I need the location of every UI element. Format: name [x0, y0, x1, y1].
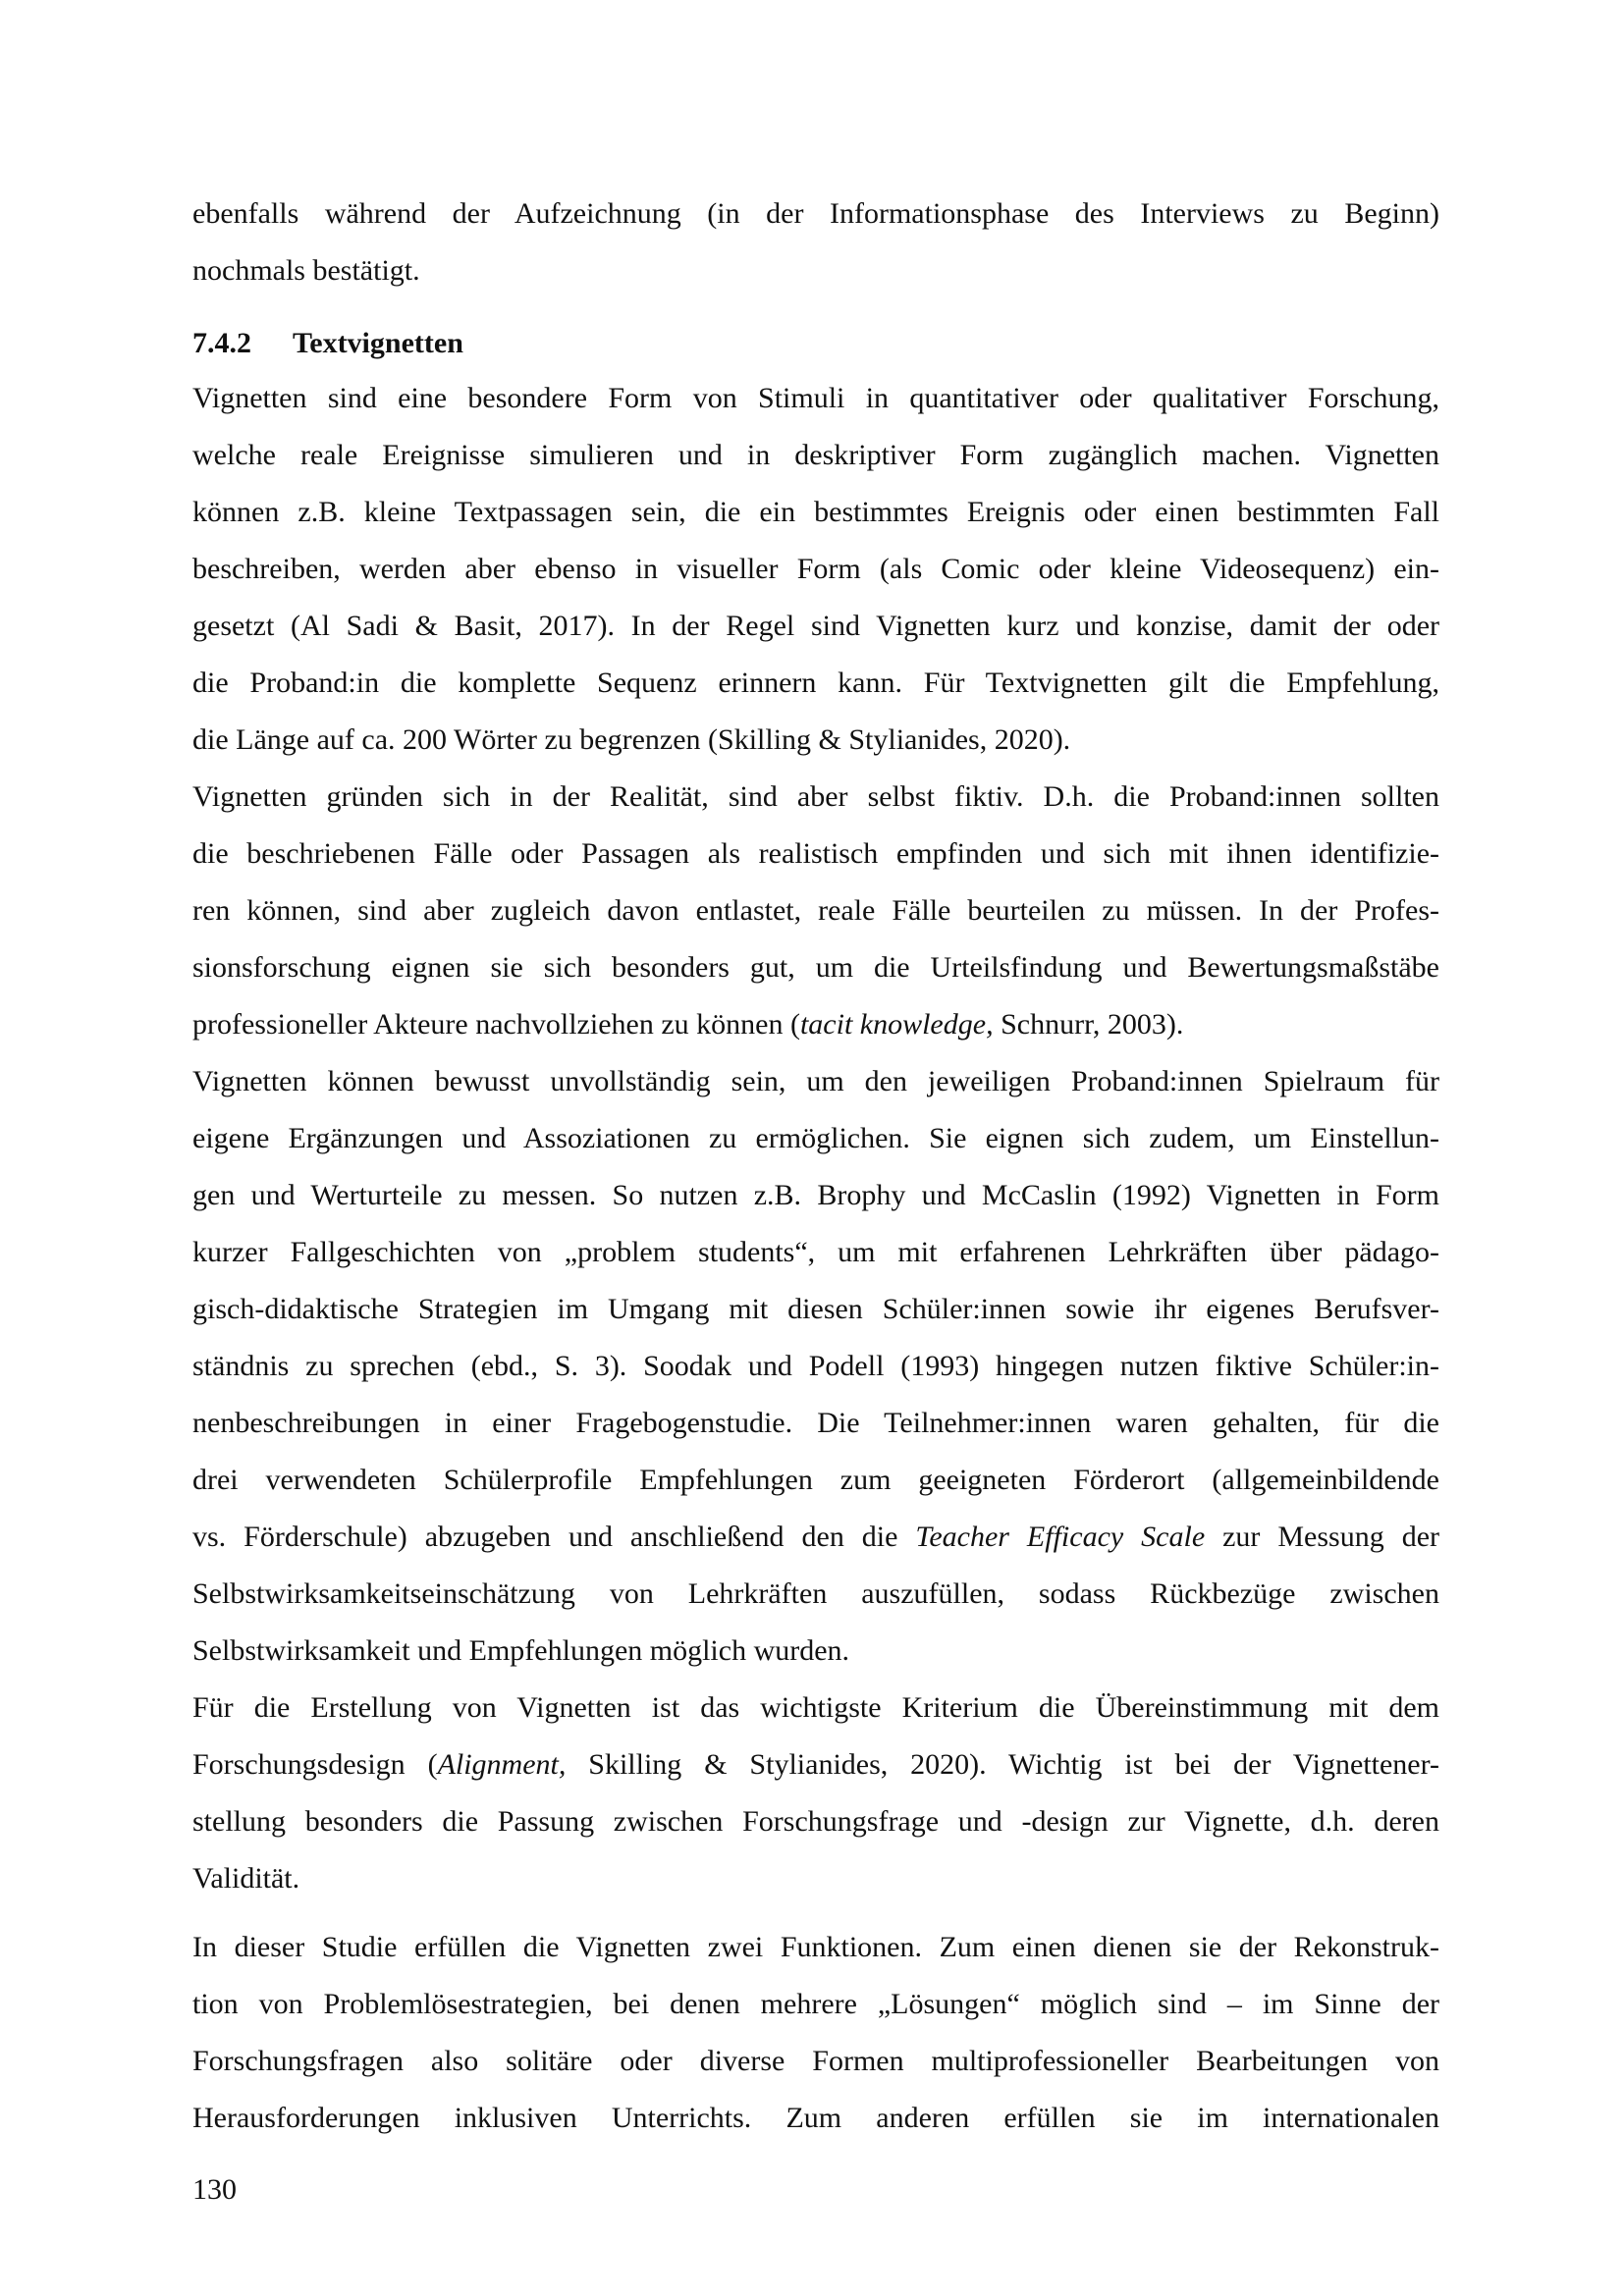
text-run: Skilling & Stylianides, 2020). Wichtig ist bei der Vignettener- [566, 1748, 1440, 1781]
text-line: nenbeschreibungen in einer Fragebogenstudie. Die Teilnehmer:innen waren gehalten, für die [192, 1407, 1439, 1439]
text-line [192, 1518, 1439, 1557]
section-number: 7.4.2 [192, 327, 251, 359]
text-run: vs. Förderschule) abzugeben und anschließend den die [192, 1521, 916, 1553]
text-line: eigene Ergänzungen und Assoziationen zu ermöglichen. Sie eignen sich zudem, um Einstellun- [192, 1122, 1439, 1154]
text-line: sionsforschung eignen sie sich besonders gut, um die Urteilsfindung und Bewertungsmaßstäbe [192, 951, 1439, 984]
text-line: Validität. [192, 1862, 300, 1895]
text-line: In dieser Studie erfüllen die Vignetten zwei Funktionen. Zum einen dienen sie der Rekonstruk- [192, 1931, 1439, 1963]
text-line: gisch-didaktische Strategien im Umgang mit diesen Schüler:innen sowie ihr eigenes Berufsver- [192, 1293, 1439, 1325]
text-line: Selbstwirksamkeit und Empfehlungen möglich wurden. [192, 1634, 850, 1667]
text-line: tion von Problemlösestrategien, bei denen mehrere „Lösungen“ möglich sind – im Sinne der [192, 1988, 1439, 2020]
text-line: nochmals bestätigt. [192, 254, 420, 287]
text-line: die beschriebenen Fälle oder Passagen als realistisch empfinden und sich mit ihnen identifizie- [192, 837, 1439, 870]
text-line: gesetzt (Al Sadi & Basit, 2017). In der Regel sind Vignetten kurz und konzise, damit der oder [192, 610, 1439, 642]
text-run: Schnurr, 2003). [993, 1008, 1184, 1041]
section-title: Textvignetten [293, 327, 463, 359]
text-line: ebenfalls während der Aufzeichnung (in der Informationsphase des Interviews zu Beginn) [192, 197, 1439, 230]
text-line: Vignetten gründen sich in der Realität, sind aber selbst fiktiv. D.h. die Proband:innen sollten [192, 780, 1439, 813]
text-run: zur Messung der [1205, 1521, 1439, 1553]
text-line: gen und Werturteile zu messen. So nutzen z.B. Brophy und McCaslin (1992) Vignetten in Form [192, 1179, 1439, 1211]
text-line: Forschungsfragen also solitäre oder diverse Formen multiprofessioneller Bearbeitungen von [192, 2045, 1439, 2077]
text-run: professioneller Akteure nachvollziehen zu können ( [192, 1008, 800, 1041]
text-line: die Länge auf ca. 200 Wörter zu begrenzen (Skilling & Stylianides, 2020). [192, 723, 1071, 756]
text-line: Herausforderungen inklusiven Unterrichts. Zum anderen erfüllen sie im internationalen [192, 2102, 1439, 2134]
text-line [192, 1745, 1439, 1785]
text-line: Vignetten sind eine besondere Form von Stimuli in quantitativer oder qualitativer Forschung, [192, 382, 1439, 414]
page-number: 130 [192, 2173, 237, 2206]
section-heading [192, 324, 1439, 363]
text-run: Forschungsdesign ( [192, 1748, 438, 1781]
text-line: drei verwendeten Schülerprofile Empfehlungen zum geeigneten Förderort (allgemeinbildende [192, 1464, 1439, 1496]
text-line: ren können, sind aber zugleich davon entlastet, reale Fälle beurteilen zu müssen. In der Profes- [192, 894, 1439, 927]
text-line: Für die Erstellung von Vignetten ist das wichtigste Kriterium die Übereinstimmung mit dem [192, 1691, 1439, 1724]
text-line: Selbstwirksamkeitseinschätzung von Lehrkräften auszufüllen, sodass Rückbezüge zwischen [192, 1577, 1439, 1610]
text-line: Vignetten können bewusst unvollständig sein, um den jeweiligen Proband:innen Spielraum für [192, 1065, 1439, 1097]
text-line: stellung besonders die Passung zwischen Forschungsfrage und -design zur Vignette, d.h. deren [192, 1805, 1439, 1838]
italic-term: Alignment, [437, 1748, 567, 1781]
text-line: ständnis zu sprechen (ebd., S. 3). Soodak und Podell (1993) hingegen nutzen fiktive Schüler:in- [192, 1350, 1439, 1382]
italic-term: Teacher Efficacy Scale [915, 1521, 1206, 1553]
text-line: können z.B. kleine Textpassagen sein, die ein bestimmtes Ereignis oder einen bestimmten Fall [192, 496, 1439, 528]
italic-term: tacit knowledge, [799, 1008, 994, 1041]
text-line: die Proband:in die komplette Sequenz erinnern kann. Für Textvignetten gilt die Empfehlung, [192, 667, 1439, 699]
text-line: kurzer Fallgeschichten von „problem students“, um mit erfahrenen Lehrkräften über pädago- [192, 1236, 1439, 1268]
text-line: welche reale Ereignisse simulieren und in deskriptiver Form zugänglich machen. Vignetten [192, 439, 1439, 471]
text-line: beschreiben, werden aber ebenso in visueller Form (als Comic oder kleine Videosequenz) ein- [192, 553, 1439, 585]
text-line [192, 1005, 1439, 1044]
